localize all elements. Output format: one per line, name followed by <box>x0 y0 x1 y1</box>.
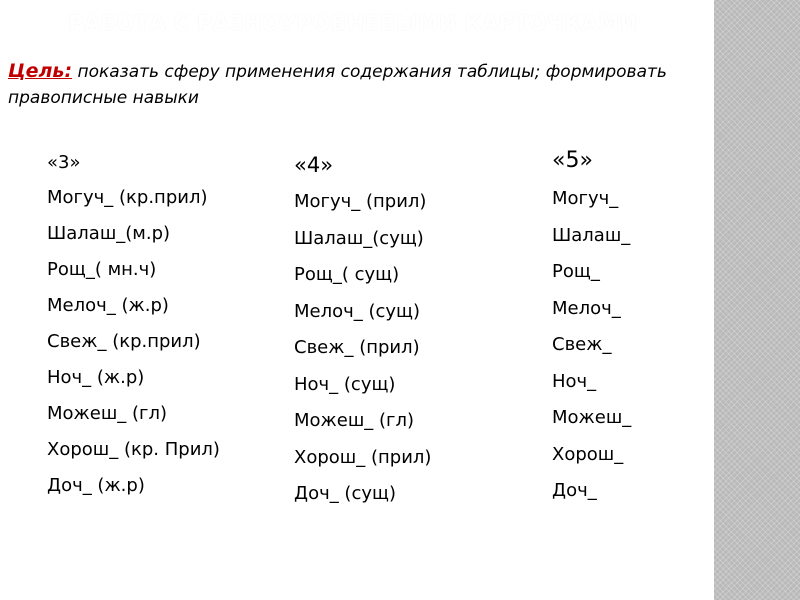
word-item: Свеж_ (прил) <box>294 337 420 358</box>
word-item: Доч_ (сущ) <box>294 483 396 504</box>
word-item: Ноч_ (сущ) <box>294 373 396 395</box>
word-item: Ноч_ (ж.р) <box>47 367 145 388</box>
card-column-grade-3 <box>47 146 272 504</box>
card-column-grade-4 <box>294 146 524 513</box>
word-item: Шалаш_(сущ) <box>294 227 424 249</box>
column-header-grade-4: «4» <box>294 153 334 177</box>
word-item: Шалаш_(м.р) <box>47 223 171 244</box>
word-item: Могуч_ <box>552 188 619 209</box>
word-item: Мелоч_ <box>552 297 621 319</box>
word-item: Мелоч_ (ж.р) <box>47 295 169 316</box>
goal-label: Цель: <box>8 60 73 82</box>
decorative-side-band <box>714 0 800 600</box>
word-item: Доч_ (ж.р) <box>47 475 145 496</box>
goal-text: показать сферу применения содержания таблицы; формировать правописные навыки <box>8 62 667 108</box>
word-item: Можеш_ <box>552 407 632 428</box>
word-item: Ноч_ <box>552 370 597 392</box>
word-item: Шалаш_ <box>552 224 631 246</box>
word-item: Свеж_ <box>552 334 612 355</box>
word-item: Свеж_ (кр.прил) <box>47 331 201 352</box>
word-item: Хорош_ (кр. Прил) <box>47 439 220 460</box>
word-item: Можеш_ (гл) <box>47 403 168 424</box>
slide-title: РАБОТА С РАЗНОУРОВНЕВЫМИ КАРТОЧКАМИ <box>68 11 638 35</box>
word-item: Могуч_ (кр.прил) <box>47 187 208 208</box>
word-item: Могуч_ (прил) <box>294 191 427 212</box>
word-item: Можеш_ (гл) <box>294 410 415 431</box>
word-item: Хорош_ (прил) <box>294 446 432 468</box>
word-item: Рощ_( сущ) <box>294 264 400 285</box>
goal-statement <box>8 58 708 111</box>
word-item: Мелоч_ (сущ) <box>294 300 421 322</box>
word-item: Хорош_ <box>552 443 624 465</box>
word-item: Рощ_( мн.ч) <box>47 259 157 280</box>
column-header-grade-3: «3» <box>47 152 81 173</box>
word-item: Доч_ <box>552 480 597 501</box>
card-column-grade-5 <box>552 141 702 510</box>
word-item: Рощ_ <box>552 261 600 282</box>
column-header-grade-5: «5» <box>552 148 593 173</box>
